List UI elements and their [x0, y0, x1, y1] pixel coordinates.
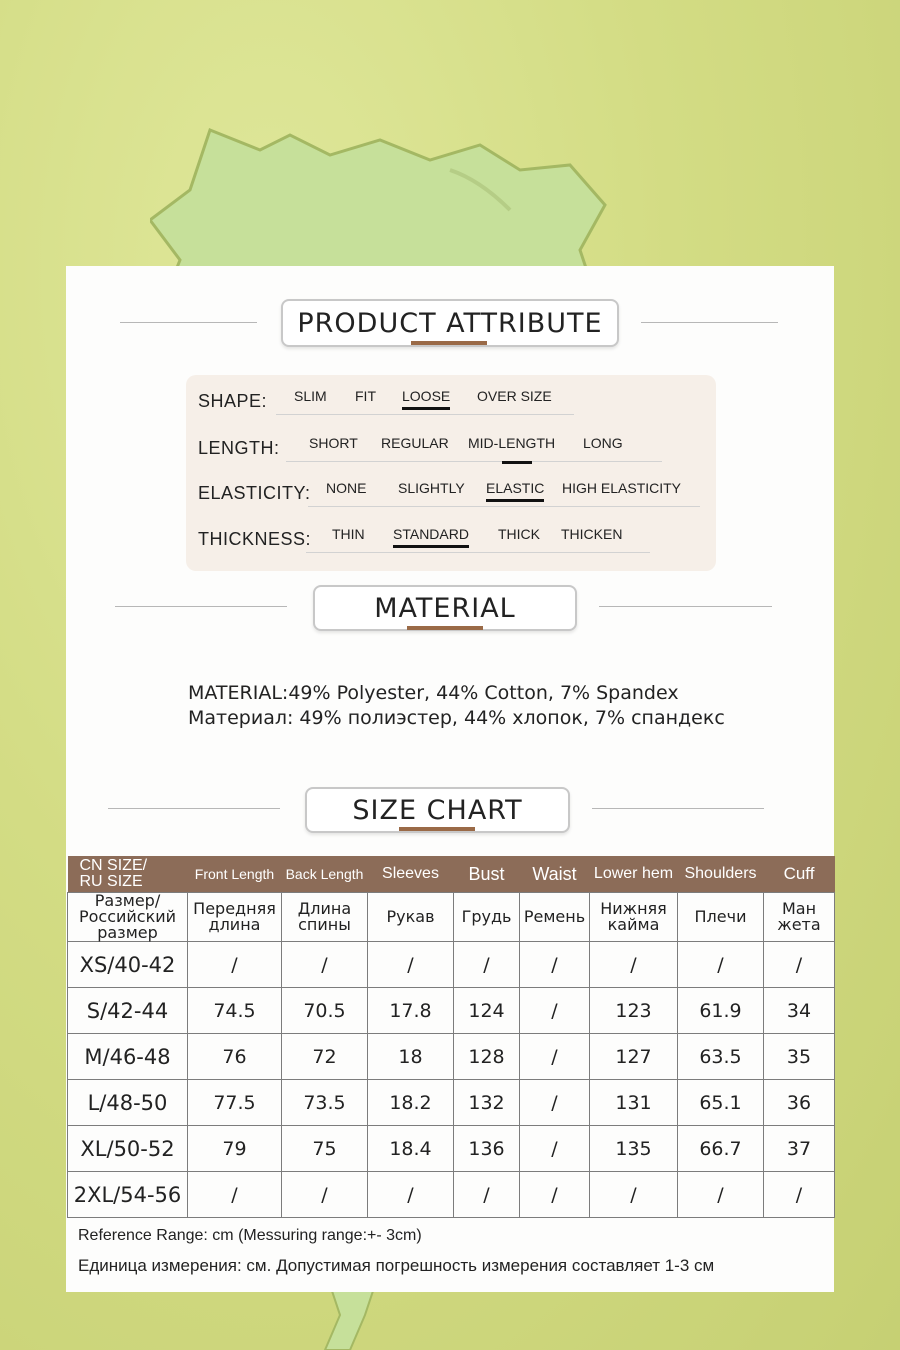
divider-line — [641, 322, 778, 323]
header-ru-waist: Ремень — [520, 893, 590, 942]
value-cell: 17.8 — [368, 988, 454, 1034]
value-cell: 127 — [590, 1034, 678, 1080]
value-cell: 77.5 — [188, 1080, 282, 1126]
attr-row-length — [186, 428, 716, 468]
header-bust: Bust — [454, 856, 520, 893]
attr-option: FIT — [355, 388, 376, 404]
size-cell: M/46-48 — [68, 1034, 188, 1080]
attr-option: HIGH ELASTICITY — [562, 480, 682, 496]
value-cell: / — [520, 1126, 590, 1172]
divider-line — [115, 606, 287, 607]
value-cell: / — [282, 942, 368, 988]
value-cell: 124 — [454, 988, 520, 1034]
selected-marker — [502, 461, 532, 464]
table-row — [68, 942, 835, 988]
value-cell: 35 — [764, 1034, 835, 1080]
value-cell: / — [368, 1172, 454, 1218]
header-ru-size: Размер/ Российский размер — [68, 893, 188, 942]
attr-option: MID-LENGTH — [468, 435, 556, 451]
attr-option-selected: ELASTIC — [486, 480, 545, 496]
value-cell: / — [520, 988, 590, 1034]
attr-option: OVER SIZE — [477, 388, 552, 404]
value-cell: 74.5 — [188, 988, 282, 1034]
attribute-panel — [186, 375, 716, 571]
value-cell: 76 — [188, 1034, 282, 1080]
value-cell: / — [520, 942, 590, 988]
value-cell: 132 — [454, 1080, 520, 1126]
attr-option: SLIGHTLY — [398, 480, 465, 496]
embroidered-stem-applique — [290, 1285, 410, 1350]
section-title-size-chart: SIZE CHART — [305, 787, 570, 833]
divider-line — [599, 606, 772, 607]
table-row — [68, 1172, 835, 1218]
attr-label: LENGTH: — [198, 438, 280, 458]
header-ru-front-length: Передняя длина — [188, 893, 282, 942]
value-cell: / — [520, 1080, 590, 1126]
value-cell: / — [678, 942, 764, 988]
size-cell: 2XL/54-56 — [68, 1172, 188, 1218]
attr-option: REGULAR — [381, 435, 449, 451]
attr-label: SHAPE: — [198, 391, 268, 411]
attr-option: LONG — [583, 435, 623, 451]
value-cell: 34 — [764, 988, 835, 1034]
value-cell: / — [454, 1172, 520, 1218]
title-accent-bar — [407, 626, 483, 630]
header-ru-sleeves: Рукав — [368, 893, 454, 942]
attr-option: THICK — [498, 526, 540, 542]
value-cell: 75 — [282, 1126, 368, 1172]
divider-line — [120, 322, 257, 323]
value-cell: / — [188, 942, 282, 988]
header-back-length: Back Length — [282, 856, 368, 893]
size-cell: S/42-44 — [68, 988, 188, 1034]
header-ru-lower-hem: Нижняя кайма — [590, 893, 678, 942]
value-cell: 131 — [590, 1080, 678, 1126]
section-title-material: MATERIAL — [313, 585, 577, 631]
attr-underline — [286, 461, 662, 462]
attr-row-shape — [186, 381, 716, 421]
value-cell: 37 — [764, 1126, 835, 1172]
reference-range-en: Reference Range: cm (Messuring range:+- 3cm) — [78, 1227, 422, 1244]
header-front-length: Front Length — [188, 856, 282, 893]
value-cell: 18.2 — [368, 1080, 454, 1126]
attr-label: THICKNESS: — [198, 529, 312, 549]
attr-row-thickness — [186, 519, 716, 559]
attr-underline — [308, 506, 700, 507]
attr-underline — [276, 414, 574, 415]
value-cell: 18.4 — [368, 1126, 454, 1172]
attr-label: ELASTICITY: — [198, 483, 311, 503]
value-cell: 66.7 — [678, 1126, 764, 1172]
table-row — [68, 1080, 835, 1126]
value-cell: 70.5 — [282, 988, 368, 1034]
value-cell: 72 — [282, 1034, 368, 1080]
value-cell: 18 — [368, 1034, 454, 1080]
size-cell: L/48-50 — [68, 1080, 188, 1126]
value-cell: / — [590, 942, 678, 988]
table-row — [68, 988, 835, 1034]
value-cell: / — [282, 1172, 368, 1218]
value-cell: 36 — [764, 1080, 835, 1126]
header-cn-ru-size: CN SIZE/ RU SIZE — [68, 856, 188, 893]
material-text-en: MATERIAL:49% Polyester, 44% Cotton, 7% Spandex — [188, 682, 679, 704]
value-cell: 65.1 — [678, 1080, 764, 1126]
reference-range-ru: Единица измерения: см. Допустимая погрешность измерения составляет 1-3 см — [78, 1256, 715, 1275]
value-cell: 79 — [188, 1126, 282, 1172]
attr-option: NONE — [326, 480, 367, 496]
divider-line — [108, 808, 280, 809]
value-cell: 136 — [454, 1126, 520, 1172]
size-cell: XS/40-42 — [68, 942, 188, 988]
table-row — [68, 1126, 835, 1172]
table-row — [68, 1034, 835, 1080]
value-cell: 135 — [590, 1126, 678, 1172]
value-cell: / — [188, 1172, 282, 1218]
header-cuff: Cuff — [764, 856, 835, 893]
header-ru-cuff: Ман жета — [764, 893, 835, 942]
divider-line — [592, 808, 764, 809]
table-header-en — [68, 856, 835, 893]
attr-option: THICKEN — [561, 526, 623, 542]
attr-option: SLIM — [294, 388, 327, 404]
value-cell: / — [520, 1172, 590, 1218]
attr-option: SHORT — [309, 435, 358, 451]
value-cell: / — [764, 1172, 835, 1218]
material-text-ru: Материал: 49% полиэстер, 44% хлопок, 7% спандекс — [188, 707, 725, 729]
title-accent-bar — [399, 827, 475, 831]
value-cell: / — [678, 1172, 764, 1218]
size-chart-table — [67, 856, 835, 1218]
value-cell: / — [368, 942, 454, 988]
header-shoulders: Shoulders — [678, 856, 764, 893]
value-cell: 73.5 — [282, 1080, 368, 1126]
section-title-product-attribute: PRODUCT ATTRIBUTE — [281, 299, 619, 347]
title-accent-bar — [411, 341, 487, 345]
attr-option: THIN — [332, 526, 365, 542]
attr-underline — [306, 552, 650, 553]
value-cell: 128 — [454, 1034, 520, 1080]
value-cell: / — [520, 1034, 590, 1080]
attr-row-elasticity — [186, 473, 716, 513]
header-ru-back-length: Длина спины — [282, 893, 368, 942]
attr-option-selected: STANDARD — [393, 526, 469, 542]
header-waist: Waist — [520, 856, 590, 893]
table-header-ru — [68, 893, 835, 942]
header-lower-hem: Lower hem — [590, 856, 678, 893]
value-cell: 61.9 — [678, 988, 764, 1034]
header-ru-bust: Грудь — [454, 893, 520, 942]
value-cell: 123 — [590, 988, 678, 1034]
value-cell: / — [454, 942, 520, 988]
header-sleeves: Sleeves — [368, 856, 454, 893]
value-cell: 63.5 — [678, 1034, 764, 1080]
value-cell: / — [764, 942, 835, 988]
value-cell: / — [590, 1172, 678, 1218]
size-cell: XL/50-52 — [68, 1126, 188, 1172]
attr-option-selected: LOOSE — [402, 388, 451, 404]
header-ru-shoulders: Плечи — [678, 893, 764, 942]
